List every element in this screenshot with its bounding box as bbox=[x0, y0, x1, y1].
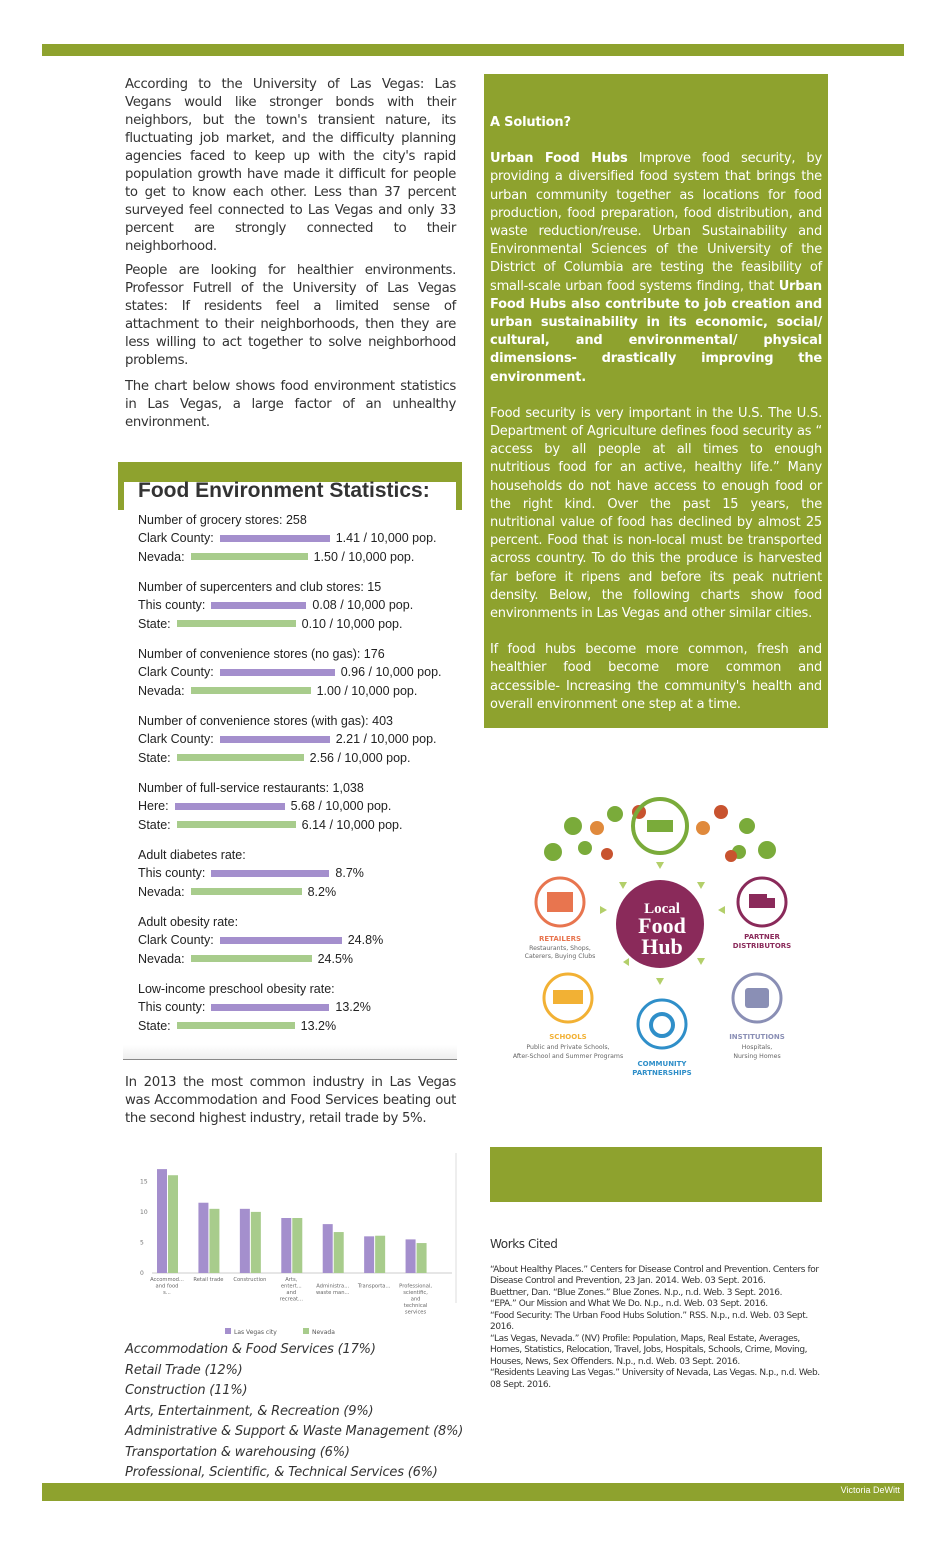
stat-label: This county: bbox=[138, 598, 206, 613]
top-accent-bar bbox=[42, 44, 904, 56]
community-icon bbox=[638, 1000, 686, 1048]
berry-icon bbox=[725, 850, 737, 862]
apple-outline-icon bbox=[651, 1014, 673, 1036]
x-tick-label: s... bbox=[163, 1290, 171, 1296]
apple-icon bbox=[714, 805, 728, 819]
industry-bar-chart bbox=[140, 1153, 456, 1343]
cow-icon-right bbox=[758, 841, 776, 859]
strawberry-icon bbox=[601, 848, 613, 860]
stat-value: 0.96 / 10,000 pop. bbox=[340, 665, 442, 680]
farm-icons-arc bbox=[544, 799, 776, 862]
bar-nevada bbox=[417, 1243, 427, 1273]
solution-heading: A Solution? bbox=[490, 115, 571, 130]
solution-bold: Urban Food Hubs also contribute to job creation and urban sustainability in its economic, social/ cultural, and environmental/ physical dimensions- drastically improving the environment. bbox=[490, 278, 822, 385]
stat-group bbox=[138, 847, 456, 901]
truck-icon bbox=[749, 894, 767, 908]
stat-value: 13.2% bbox=[335, 1000, 371, 1015]
stat-row bbox=[138, 1017, 456, 1036]
bar-las-vegas bbox=[406, 1239, 416, 1273]
stat-bar bbox=[211, 870, 329, 877]
citation-entry: “Residents Leaving Las Vegas.” University of Nevada, Las Vegas. N.p., n.d. Web. 08 Sept. 2016. bbox=[490, 1368, 820, 1390]
legend-label: Las Vegas city bbox=[234, 1329, 277, 1336]
stat-bar bbox=[191, 687, 311, 694]
citation-entry: “Food Security: The Urban Food Hubs Solution.” RSS. N.p., n.d. Web. 03 Sept. 2016. bbox=[490, 1310, 808, 1332]
stat-bar bbox=[175, 803, 285, 810]
statistics-body bbox=[138, 512, 456, 1048]
stat-label: Nevada: bbox=[138, 951, 185, 966]
stat-row bbox=[138, 682, 456, 701]
stat-label: Nevada: bbox=[138, 884, 185, 899]
institutions-title: INSTITUTIONS bbox=[729, 1033, 785, 1041]
stat-label: Clark County: bbox=[138, 933, 214, 948]
solution-panel bbox=[484, 74, 828, 728]
stat-group bbox=[138, 512, 456, 566]
industry-intro bbox=[125, 1074, 456, 1128]
pig-icon bbox=[564, 817, 582, 835]
x-tick-label: Arts, bbox=[285, 1277, 298, 1283]
intro-paragraph bbox=[125, 76, 456, 256]
hub-label-food: Food bbox=[638, 913, 686, 938]
stat-label: Here: bbox=[138, 799, 169, 814]
stat-group bbox=[138, 713, 456, 767]
stat-value: 13.2% bbox=[300, 1018, 337, 1033]
chicken-icon-right bbox=[739, 818, 755, 834]
x-tick-label: Retail trade bbox=[193, 1277, 224, 1283]
stat-group bbox=[138, 780, 456, 834]
y-tick-label: 15 bbox=[140, 1178, 148, 1186]
chicken-icon bbox=[607, 806, 623, 822]
paragraph-2: People are looking for healthier environments. Professor Futrell of the University of Las Vegas states: If residents feel a limited sense of attachment to their neighborhoods, then they are less willing to act together to solve neighborhood problems. bbox=[125, 263, 456, 368]
x-tick-label: Construction bbox=[233, 1277, 267, 1283]
x-tick-label: Professional, bbox=[399, 1283, 432, 1290]
x-tick-label: services bbox=[404, 1309, 427, 1316]
stat-bar bbox=[191, 955, 312, 962]
stat-value: 2.21 / 10,000 pop. bbox=[335, 732, 437, 747]
stat-group-header: Number of full-service restaurants: 1,038 bbox=[138, 781, 364, 795]
hub-label-hub: Hub bbox=[641, 934, 683, 959]
stat-label: Clark County: bbox=[138, 531, 214, 546]
x-tick-label: entert... bbox=[280, 1283, 302, 1290]
bar-las-vegas bbox=[323, 1224, 333, 1273]
stat-bar bbox=[191, 888, 302, 895]
statistics-bottom-edge bbox=[123, 1045, 457, 1060]
institutions-sub-2: Nursing Homes bbox=[733, 1053, 781, 1060]
paragraph-1: According to the University of Las Vegas: Las Vegans would like stronger bonds with their neighbors, but the town's transient nature, its fluctuating job market, and the difficulty planning agencies faced to keep up with the city's rapid population growth have made it difficult for people to get to know each other. Less than 37 percent surveyed feel connected to Las Vegas and only 33 percent are strongly connected to their neighborhood. bbox=[125, 77, 456, 254]
x-tick-label: Accommod... bbox=[150, 1277, 184, 1283]
bar-nevada bbox=[375, 1236, 385, 1273]
retailers-sub: Restaurants, Shops, bbox=[529, 945, 591, 952]
stat-group bbox=[138, 981, 456, 1035]
stat-bar bbox=[177, 754, 304, 761]
stat-row bbox=[138, 931, 456, 950]
x-tick-label: Transporta... bbox=[357, 1283, 391, 1290]
citation-entry: Buettner, Dan. “Blue Zones.” Blue Zones. N.p., n.d. Web. 3 Sept. 2016. bbox=[490, 1287, 783, 1298]
partnerships-label: PARTNERSHIPS bbox=[632, 1069, 692, 1077]
statistics-title: Food Environment Statistics: bbox=[138, 479, 430, 502]
stat-row bbox=[138, 615, 456, 634]
stat-row bbox=[138, 797, 456, 816]
stat-group-header: Adult obesity rate: bbox=[138, 915, 239, 929]
bar-nevada bbox=[251, 1212, 261, 1273]
stat-bar bbox=[211, 1004, 329, 1011]
stat-value: 6.14 / 10,000 pop. bbox=[301, 817, 403, 832]
bar-las-vegas bbox=[281, 1218, 291, 1273]
stat-value: 5.68 / 10,000 pop. bbox=[290, 799, 392, 814]
stat-row bbox=[138, 864, 456, 883]
stat-bar bbox=[220, 669, 335, 676]
distributors-label: DISTRIBUTORS bbox=[732, 942, 792, 950]
works-cited bbox=[490, 1239, 822, 1391]
x-tick-label: waste man... bbox=[315, 1290, 350, 1296]
stat-group-header: Adult diabetes rate: bbox=[138, 848, 246, 862]
tractor-icon bbox=[647, 820, 673, 832]
stat-label: Clark County: bbox=[138, 665, 214, 680]
stat-value: 8.2% bbox=[307, 884, 337, 899]
carrot-icon-right bbox=[696, 821, 710, 835]
stat-group-header: Low-income preschool obesity rate: bbox=[138, 982, 335, 996]
y-tick-label: 10 bbox=[140, 1208, 148, 1216]
stat-row bbox=[138, 663, 456, 682]
legend-swatch bbox=[225, 1328, 231, 1334]
stat-row bbox=[138, 950, 456, 969]
intro-paragraph-2 bbox=[125, 262, 456, 370]
stat-value: 0.10 / 10,000 pop. bbox=[301, 616, 403, 631]
bar-las-vegas bbox=[198, 1203, 208, 1273]
author-name: Victoria DeWitt bbox=[840, 1485, 900, 1495]
stat-row bbox=[138, 529, 456, 548]
stat-row bbox=[138, 730, 456, 749]
industry-list-item: Professional, Scientific, & Technical Services (6%) bbox=[125, 1465, 438, 1480]
stat-value: 1.41 / 10,000 pop. bbox=[335, 531, 437, 546]
stat-value: 0.08 / 10,000 pop. bbox=[312, 598, 414, 613]
store-icon bbox=[547, 892, 573, 912]
stat-row bbox=[138, 596, 456, 615]
industry-list bbox=[125, 1340, 465, 1484]
stat-group bbox=[138, 646, 456, 700]
schools-title: SCHOOLS bbox=[549, 1033, 587, 1041]
stat-group bbox=[138, 914, 456, 968]
stat-label: This county: bbox=[138, 866, 206, 881]
local-food-hub-diagram bbox=[512, 796, 815, 1086]
stat-group-header: Number of grocery stores: 258 bbox=[138, 513, 307, 527]
stat-group-header: Number of supercenters and club stores: 15 bbox=[138, 580, 382, 594]
stat-row bbox=[138, 816, 456, 835]
institutions-sub: Hospitals, bbox=[741, 1044, 773, 1051]
stat-value: 1.00 / 10,000 pop. bbox=[316, 683, 418, 698]
partner-label: PARTNER bbox=[744, 933, 780, 941]
food-environment-statistics bbox=[118, 462, 462, 1060]
industry-list-item: Accommodation & Food Services (17%) bbox=[125, 1342, 376, 1357]
schools-sub-2: After-School and Summer Programs bbox=[512, 1053, 624, 1060]
industry-list-item: Retail Trade (12%) bbox=[125, 1362, 243, 1378]
stat-label: State: bbox=[138, 1018, 171, 1033]
community-label: COMMUNITY bbox=[637, 1060, 687, 1068]
solution-lead: Urban Food Hubs bbox=[490, 151, 628, 167]
industry-list-item: Construction (11%) bbox=[125, 1383, 248, 1398]
stat-label: State: bbox=[138, 616, 171, 631]
stat-label: Nevada: bbox=[138, 549, 185, 564]
bar-nevada bbox=[292, 1218, 302, 1273]
food-hubs-paragraph: If food hubs become more common, fresh and healthier food become more common and accessible- Increasing the community's health and overall environment one step at a time. bbox=[490, 642, 822, 712]
citation-entry: “Las Vegas, Nevada.” (NV) Profile: Population, Maps, Real Estate, Averages, Homes, Statistics, Relocation, Travel, Jobs, Hospitals, Schools, Crime, Moving, Houses, News, Sex Offenders. N.p., n.d. Web. 03 Sept. 2016. bbox=[490, 1333, 808, 1367]
stat-group-header: Number of convenience stores (no gas): 176 bbox=[138, 647, 385, 661]
citation-entry: “About Healthy Places.” Centers for Disease Control and Prevention. Centers for Disease Control and Prevention, 23 Jan. 2014. Web. 03 Sept. 2016. bbox=[490, 1264, 819, 1286]
stat-value: 24.8% bbox=[347, 933, 384, 948]
retailers-sub-2: Caterers, Buying Clubs bbox=[524, 953, 596, 960]
x-tick-label: Administra... bbox=[316, 1283, 350, 1290]
bar-las-vegas bbox=[240, 1209, 250, 1273]
stat-bar bbox=[177, 620, 296, 627]
bottom-accent-bar bbox=[42, 1483, 904, 1501]
paragraph-3: The chart below shows food environment statistics in Las Vegas, a large factor of an unhealthy environment. bbox=[125, 379, 456, 430]
retailers-title: RETAILERS bbox=[538, 935, 582, 943]
stat-row bbox=[138, 548, 456, 567]
stat-value: 2.56 / 10,000 pop. bbox=[309, 750, 411, 765]
stat-value: 1.50 / 10,000 pop. bbox=[313, 549, 415, 564]
y-tick-label: 5 bbox=[140, 1239, 144, 1247]
industry-list-item: Administrative & Support & Waste Management (8%) bbox=[125, 1424, 464, 1439]
stat-value: 8.7% bbox=[335, 866, 364, 881]
food-security-paragraph: Food security is very important in the U.S. The U.S. Department of Agriculture defines food security as “ access by all people at all times to enough nutritious food for an active, healthy life.” Many households do not have access to enough food or the right kind. Over the past 15 years, the nutritional value of food has declined by almost 25 percent. Food that is non-local must be transported across country. To do this the produce is harvested far before it ripens and before its peak nutrient density. Below, the following charts show food environments in Las Vegas and other similar cities. bbox=[490, 405, 822, 622]
legend-label: Nevada bbox=[312, 1329, 335, 1336]
x-tick-label: scientific, bbox=[403, 1290, 428, 1296]
cow-icon bbox=[544, 843, 562, 861]
works-cited-list bbox=[490, 1265, 822, 1392]
stat-bar bbox=[220, 736, 330, 743]
stat-bar bbox=[211, 602, 306, 609]
stat-group bbox=[138, 579, 456, 633]
medical-kit-icon bbox=[745, 988, 769, 1008]
bar-las-vegas bbox=[364, 1236, 374, 1273]
bar-nevada bbox=[334, 1232, 344, 1273]
stat-row bbox=[138, 749, 456, 768]
carrot-icon bbox=[590, 821, 604, 835]
schools-sub: Public and Private Schools, bbox=[526, 1044, 610, 1051]
bar-nevada bbox=[168, 1175, 178, 1273]
stat-bar bbox=[177, 1022, 295, 1029]
stat-label: Clark County: bbox=[138, 732, 214, 747]
solution-text: Improve food security, by providing a diversified food system that brings the urban community together as locations for food production, food preparation, food distribution, and waste reduction/reuse. Urban Sustainability and Environmental Sciences of the University of the District of Columbia are testing the feasibility of small-scale urban food systems finding, that bbox=[490, 151, 822, 294]
cabbage-icon bbox=[578, 841, 592, 855]
industry-intro-text: In 2013 the most common industry in Las Vegas was Accommodation and Food Services beating out the second highest industry, retail trade by 5%. bbox=[125, 1075, 456, 1126]
stat-label: Nevada: bbox=[138, 683, 185, 698]
x-tick-label: technical bbox=[403, 1303, 428, 1309]
industry-list-item: Arts, Entertainment, & Recreation (9%) bbox=[125, 1403, 374, 1419]
stat-bar bbox=[191, 553, 308, 560]
stat-row bbox=[138, 998, 456, 1017]
stat-group-header: Number of convenience stores (with gas): 403 bbox=[138, 714, 393, 728]
stat-row bbox=[138, 883, 456, 902]
stat-label: State: bbox=[138, 817, 171, 832]
y-tick-label: 0 bbox=[140, 1270, 144, 1277]
industry-list-item: Transportation & warehousing (6%) bbox=[125, 1444, 350, 1460]
stat-label: This county: bbox=[138, 1000, 206, 1015]
stat-bar bbox=[220, 535, 330, 542]
stat-value: 24.5% bbox=[317, 951, 354, 966]
hub-label-local: Local bbox=[644, 901, 680, 917]
stat-bar bbox=[177, 821, 296, 828]
bar-las-vegas bbox=[157, 1169, 167, 1273]
school-bus-icon bbox=[553, 990, 583, 1004]
stat-bar bbox=[220, 937, 342, 944]
works-cited-heading: Works Cited bbox=[490, 1237, 558, 1251]
legend-swatch bbox=[303, 1328, 309, 1334]
citation-entry: “EPA.” Our Mission and What We Do. N.p., n.d. Web. 03 Sept. 2016. bbox=[490, 1299, 768, 1309]
x-tick-label: and food bbox=[155, 1283, 179, 1290]
x-tick-label: and bbox=[410, 1296, 421, 1303]
intro-paragraph-3 bbox=[125, 378, 456, 432]
x-tick-label: recreat... bbox=[279, 1296, 304, 1303]
bar-nevada bbox=[209, 1209, 219, 1273]
x-tick-label: and bbox=[286, 1290, 297, 1296]
green-separator-block bbox=[490, 1147, 822, 1202]
stat-label: State: bbox=[138, 750, 171, 765]
